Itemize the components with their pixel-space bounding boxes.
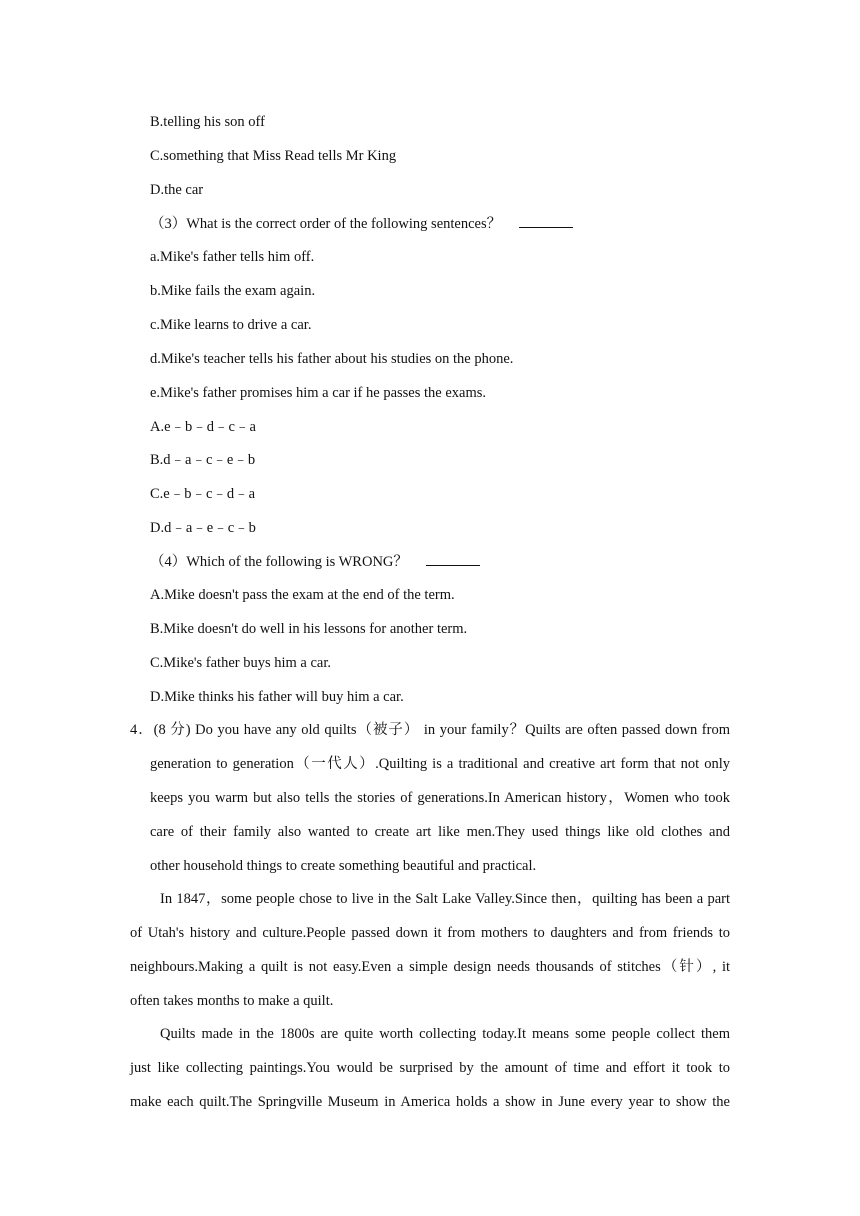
passage4-p1-line1: 4．(8 分) Do you have any old quilts（被子） in your family？Quilts are often passed down from [130,722,730,738]
passage4-p3-line1: Quilts made in the 1800s are quite worth collecting today.It means some people collect them [160,1026,730,1042]
q3-option-d: D.d﹣a﹣e﹣c﹣b [150,520,256,536]
passage4-p2-line1: In 1847，some people chose to live in the Salt Lake Valley.Since then，quilting has been a part [160,891,730,907]
q3-sentence-d: d.Mike's teacher tells his father about his studies on the phone. [150,351,514,367]
q4-answer-blank[interactable] [426,551,480,566]
q3-question-text: （3）What is the correct order of the following sentences？ [150,216,502,232]
q4-question-text: （4）Which of the following is WRONG？ [150,554,408,570]
q3-sentence-a: a.Mike's father tells him off. [150,249,315,265]
q2-option-b: B.telling his son off [150,114,265,130]
q4-option-a: A.Mike doesn't pass the exam at the end of the term. [150,587,455,603]
q3-sentence-c: c.Mike learns to drive a car. [150,317,312,333]
q3-option-b: B.d﹣a﹣c﹣e﹣b [150,452,256,468]
q4-option-c: C.Mike's father buys him a car. [150,655,332,671]
q4-option-b: B.Mike doesn't do well in his lessons for another term. [150,621,468,637]
q4-option-d: D.Mike thinks his father will buy him a car. [150,689,404,705]
passage4-p1-line4: care of their family also wanted to create art like men.They used things like old clothes and [150,824,730,840]
q3-sentence-b: b.Mike fails the exam again. [150,283,316,299]
q2-option-d: D.the car [150,182,204,198]
passage4-p3-line2: just like collecting paintings.You would be surprised by the amount of time and effort it took to [130,1060,730,1076]
q3-sentence-e: e.Mike's father promises him a car if he passes the exams. [150,385,487,401]
q3-option-c: C.e﹣b﹣c﹣d﹣a [150,486,256,502]
q2-option-c: C.something that Miss Read tells Mr King [150,148,397,164]
passage4-p1-line5: other household things to create something beautiful and practical. [150,858,537,874]
passage4-p1-line2: generation to generation（一代人）.Quilting is a traditional and creative art form that not only [150,756,730,772]
passage4-p1-line3: keeps you warm but also tells the stories of generations.In American history，Women who took [150,790,730,806]
q3-question [150,213,573,233]
passage4-p2-line4: often takes months to make a quilt. [130,993,334,1009]
passage4-p2-line3: neighbours.Making a quilt is not easy.Even a simple design needs thousands of stitches（针）, it [130,959,730,975]
q3-option-a: A.e﹣b﹣d﹣c﹣a [150,419,256,435]
passage4-p3-line3: make each quilt.The Springville Museum in America holds a show in June every year to show the [130,1094,730,1110]
passage4-p2-line2: of Utah's history and culture.People passed down it from mothers to daughters and from friends to [130,925,730,941]
q4-question [150,551,480,571]
q3-answer-blank[interactable] [519,213,573,228]
